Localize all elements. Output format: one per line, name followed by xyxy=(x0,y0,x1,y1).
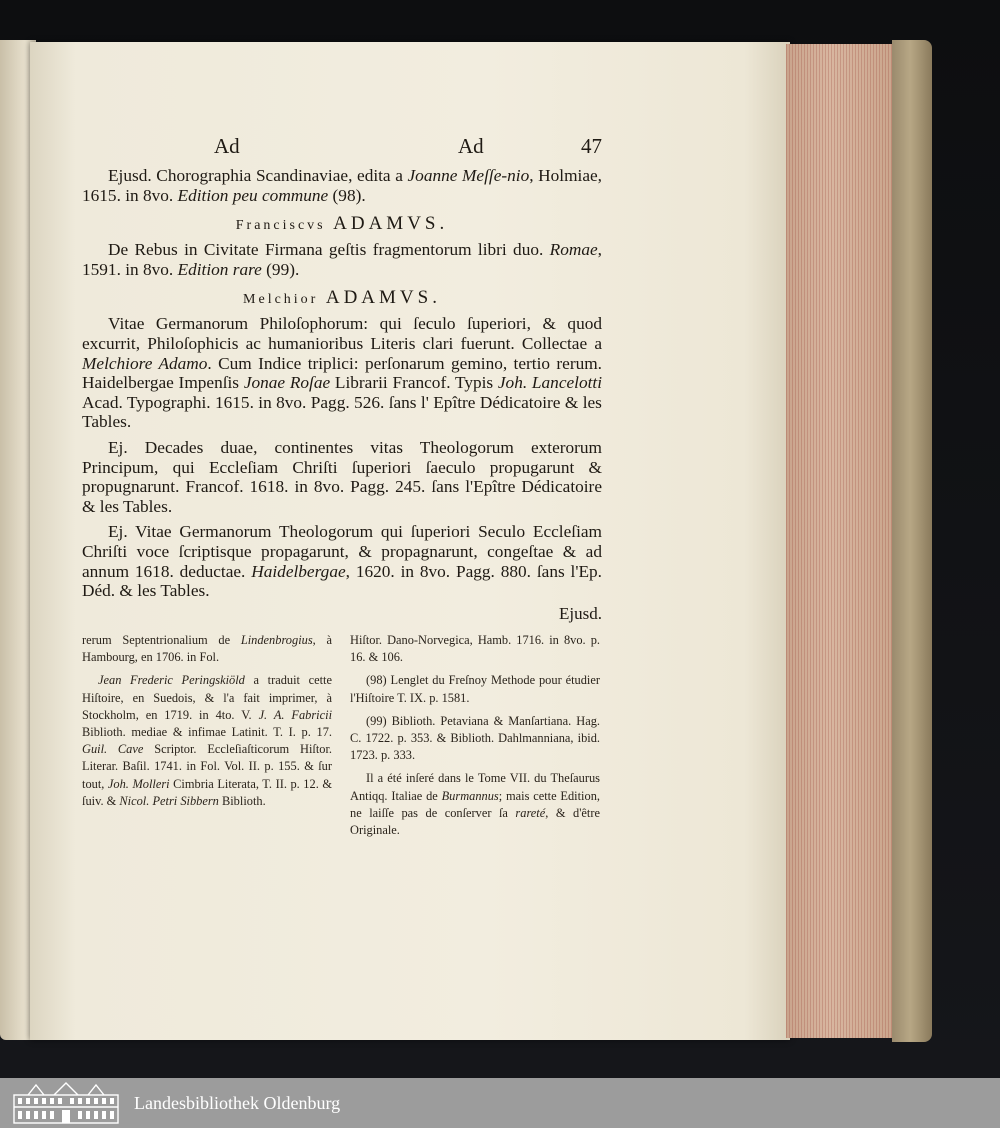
text-run: , Holmiae, 1615. in 8vo. xyxy=(82,166,602,205)
text-run: (98) Lenglet du Freſnoy Methode pour étudier l'Hiſtoire T. IX. p. 1581. xyxy=(350,673,600,705)
italic-text: Burmannus xyxy=(441,788,499,803)
text-run: Biblioth. xyxy=(218,793,266,808)
entry-vitae-theologorum xyxy=(82,522,602,600)
italic-text: Joanne Meſſe-nio xyxy=(407,166,530,185)
author-heading-franciscus xyxy=(82,213,602,235)
entry-decades-duae xyxy=(82,438,602,516)
footnote-paragraph xyxy=(350,770,600,839)
footnote-99 xyxy=(350,713,600,765)
footnote-paragraph xyxy=(350,632,600,666)
author-last-name: ADAMVS. xyxy=(333,213,449,235)
text-run: , 1591. in 8vo. xyxy=(82,240,602,279)
page-number: 47 xyxy=(581,134,602,158)
text-run: (99). xyxy=(261,259,300,279)
text-run: , & d'être Originale. xyxy=(350,805,600,838)
entry-chorographia xyxy=(82,166,602,205)
text-run: Ej. Decades duae, continentes vitas Theologorum exterorum Principum, qui Eccleſiam Chriſti ſuperiori ſaeculo propugarunt & propugnarunt. Francof. 1618. in 8vo. Pagg. 245. ſans l'Epître Dédicatoire & les Tables. xyxy=(82,437,602,516)
text-run: , 1620. in 8vo. Pagg. 880. ſans l'Ep. Déd. & les Tables. xyxy=(82,561,602,601)
text-run: . Cum Indice triplici: perſonarum gemino, tertio rerum. Haidelbergae Impenſis xyxy=(82,353,603,393)
text-run: Acad. Typographi. 1615. in 8vo. Pagg. 526. ſans l' Epître Dédicatoire & les Tables. xyxy=(82,392,602,432)
italic-text: Lindenbrogius xyxy=(240,633,313,647)
text-run: Ej. Vitae Germanorum Theologorum qui ſuperiori Seculo Eccleſiam Chriſti voce ſcriptisque propagarunt, & propagnarunt, congeſtae & ad annum 1618. deductae. xyxy=(82,522,602,581)
italic-text: Edition rare xyxy=(177,259,262,279)
text-run: Librarii Francof. Typis xyxy=(330,373,498,393)
library-name: Landesbibliothek Oldenburg xyxy=(134,1092,341,1113)
text-run: Hiſtor. Dano-Norvegica, Hamb. 1716. in 8vo. p. 16. & 106. xyxy=(350,633,600,665)
text-run: De Rebus in Civitate Firmana geſtis fragmentorum libri duo. xyxy=(108,240,550,260)
text-run: Scriptor. Eccleſiaſticorum Hiſtor. Literar. Baſil. 1741. in Fol. Vol. II. p. 155. & ſur tout, xyxy=(82,742,333,791)
header-left: Ad xyxy=(214,134,240,158)
italic-text: J. A. Fabricii xyxy=(258,707,333,722)
author-first-name: Melchior xyxy=(243,292,319,308)
italic-text: Joh. Lancelotti xyxy=(497,373,603,393)
header-center: Ad xyxy=(458,134,484,158)
entry-vitae-philosophorum xyxy=(82,314,602,432)
italic-text: Melchiore Adamo xyxy=(82,353,208,373)
text-run: (99) Biblioth. Petaviana & Manſartiana. Hag. C. 1722. p. 353. & Biblioth. Dahlmanniana, ibid. 1723. p. 333. xyxy=(350,713,600,763)
entry-de-rebus xyxy=(82,240,602,279)
footnote-98 xyxy=(350,672,600,706)
text-run: (98). xyxy=(328,185,366,205)
italic-text: Joh. Molleri xyxy=(107,776,170,791)
page-content xyxy=(82,134,602,625)
text-run: Vitae Germanorum Philoſophorum: qui ſeculo ſuperiori, & quod excurrit, Philoſophicis ac humanioribus Literis clari fuerunt. Collectae a xyxy=(82,314,602,353)
footnote-paragraph xyxy=(82,672,332,810)
text-run: Biblioth. mediae & infimae Latinit. T. I. p. 17. xyxy=(82,725,332,740)
library-building-logo-icon xyxy=(8,1081,124,1125)
author-heading-melchior xyxy=(82,287,602,309)
italic-text: Jean Frederic Peringskiöld xyxy=(98,673,245,688)
catchword: Ejusd. xyxy=(559,603,602,623)
book-cover-edge xyxy=(892,40,932,1042)
italic-text: Nicol. Petri Sibbern xyxy=(119,793,219,808)
italic-text: Haidelbergae xyxy=(251,561,346,581)
italic-text: Jonae Roſae xyxy=(243,373,331,393)
text-run: rerum Septentrionalium de xyxy=(82,633,241,647)
text-run: a traduit cette Hiſtoire, en Suedois, & l'a fait imprimer, à Stockholm, en 1719. in 4to. V. xyxy=(82,673,332,722)
italic-text: Edition peu commune xyxy=(177,185,329,205)
footnotes-left-column xyxy=(82,632,332,816)
author-last-name: ADAMVS. xyxy=(325,287,441,309)
footnotes-right-column xyxy=(350,632,600,845)
text-run: Ejusd. Chorographia Scandinaviae, edita a xyxy=(108,166,408,185)
library-footer-bar xyxy=(0,1078,1000,1128)
text-run: Il a été inſeré dans le Tome VII. du Theſaurus Antiqq. Italiae de xyxy=(350,771,600,803)
italic-text: Romae xyxy=(549,240,598,260)
running-header xyxy=(82,134,602,166)
text-run: , à Hambourg, en 1706. in Fol. xyxy=(82,633,332,665)
page-block-edge xyxy=(786,44,896,1038)
footnote-paragraph xyxy=(82,632,332,666)
text-run: Cimbria Literata, T. II. p. 12. & ſuiv. & xyxy=(82,776,332,808)
text-run: ; mais cette Edition, ne laiſſe pas de conſerver ſa xyxy=(350,788,600,820)
italic-text: Guil. Cave xyxy=(82,742,144,757)
author-first-name: Franciscvs xyxy=(235,218,326,234)
italic-text: rareté xyxy=(515,805,546,820)
